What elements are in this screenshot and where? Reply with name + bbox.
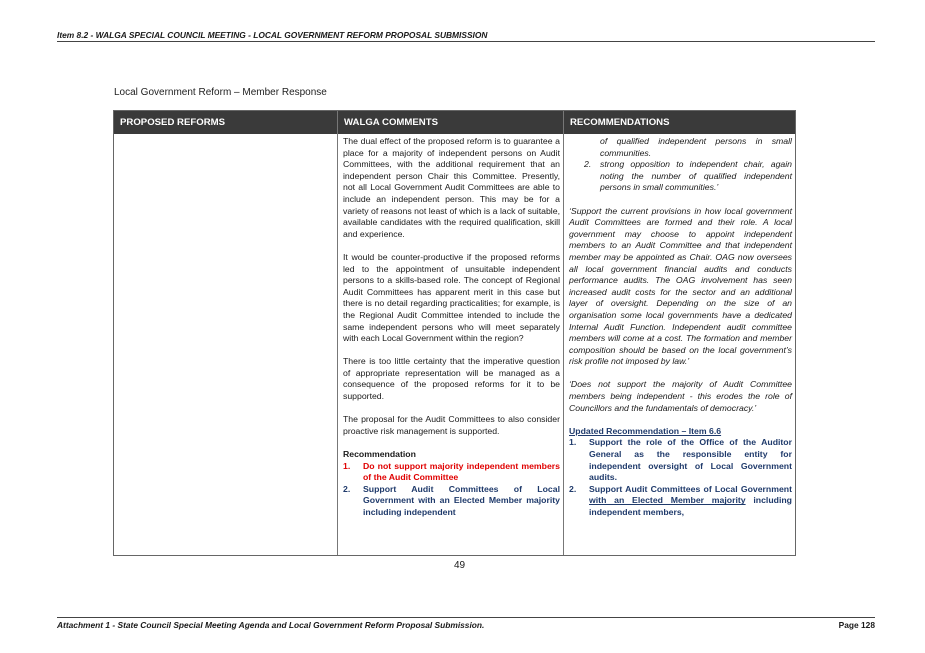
updated-recommendation-heading: Updated Recommendation – Item 6.6 xyxy=(569,425,722,436)
footer-attachment-text: Attachment 1 - State Council Special Meeting Agenda and Local Government Reform Proposal Submission. xyxy=(57,620,485,630)
document-header: Item 8.2 - WALGA SPECIAL COUNCIL MEETING - LOCAL GOVERNMENT REFORM PROPOSAL SUBMISSION xyxy=(57,30,875,42)
list-number: 2. xyxy=(584,159,592,170)
comment-paragraph: It would be counter-productive if the proposed reforms led to the appointment of unsuitable independent persons to a skills-based role. The concept of Regional Audit Committees has apparent merit in this case but there is no detail regarding practicalities; for example, is the Regional Audit Committee intended to include the same independent persons who will meet separately with each Local Government within the region? xyxy=(343,251,560,344)
list-number: 2. xyxy=(343,483,351,494)
header-walga-comments: WALGA COMMENTS xyxy=(338,111,564,134)
quote-paragraph: ‘Does not support the majority of Audit Committee members being independent - this erodes the role of Councillors and the fundamentals of democracy.’ xyxy=(569,379,792,413)
comment-paragraph: The dual effect of the proposed reform is to guarantee a place for a majority of independent persons on Audit Committees, with the additional requirement that an independent person Chair this Committee. Presently, not all Local Government Audit Committees are able to include an independent person. This may be for a variety of reasons not least of which is a lack of suitable, available candidates with the required qualification, skill and experience. xyxy=(343,136,560,239)
list-text: Support Audit Committees of Local Government with an Elected Member majority including independent xyxy=(363,483,560,517)
recommendation-item xyxy=(343,461,560,484)
list-number: 1. xyxy=(569,437,577,448)
list-text: strong opposition to independent chair, again noting the number of qualified independent persons in small communities.’ xyxy=(600,159,792,193)
walga-comments-cell xyxy=(338,134,564,556)
footer-page-label: Page 128 xyxy=(838,620,875,630)
document-footer xyxy=(57,617,875,630)
underlined-text: with an Elected Member majority xyxy=(589,495,746,506)
proposed-reforms-cell xyxy=(114,134,338,556)
list-number: 1. xyxy=(343,460,351,471)
comment-paragraph: There is too little certainty that the imperative question of appropriate representation will be managed as a consequence of the proposed reforms for it to be supported. xyxy=(343,356,560,402)
reform-response-table xyxy=(113,110,796,556)
list-text: Do not support majority independent members of the Audit Committee xyxy=(363,460,560,483)
updated-recommendation-item xyxy=(569,437,792,483)
header-proposed-reforms: PROPOSED REFORMS xyxy=(114,111,338,134)
table-body-row xyxy=(114,134,795,556)
quote-paragraph: ‘Support the current provisions in how local government Audit Committees are formed and their role. A local government may choose to appoint independent members to an Audit Committee and that independent member may be appointed as Chair. OAG now oversees all local government financial audits and conducts performance audits. The OAG involvement has seen increased audit costs for the sector and an additional layer of oversight. Depending on the size of an organisation some local governments have a dedicated Internal Audit Function. Independent audit committee members will come at a cost. The formation and member composition should be based on the local government’s risk profile not imposed by law.’ xyxy=(569,205,792,367)
list-text-part: including independent members, xyxy=(589,495,792,517)
page-number: 49 xyxy=(454,560,466,571)
updated-recommendation-item xyxy=(569,484,792,519)
recommendation-item xyxy=(343,484,560,519)
recommendations-cell xyxy=(564,134,795,556)
comment-paragraph: The proposal for the Audit Committees to also consider proactive risk management is supported. xyxy=(343,414,560,436)
list-text-part: Support Audit Committees of Local Government xyxy=(589,483,792,494)
table-title: Local Government Reform – Member Response xyxy=(114,87,327,98)
list-number: 2. xyxy=(569,483,577,494)
quote-continuation: of qualified independent persons in small communities. xyxy=(600,136,792,158)
header-recommendations: RECOMMENDATIONS xyxy=(570,117,670,128)
list-text: Support the role of the Office of the Auditor General as the responsible entity for independent oversight of Local Government audits. xyxy=(589,437,792,483)
table-header-row xyxy=(114,111,795,134)
quote-list-item xyxy=(569,159,792,194)
recommendation-heading: Recommendation xyxy=(343,449,416,460)
list-text xyxy=(589,484,792,519)
